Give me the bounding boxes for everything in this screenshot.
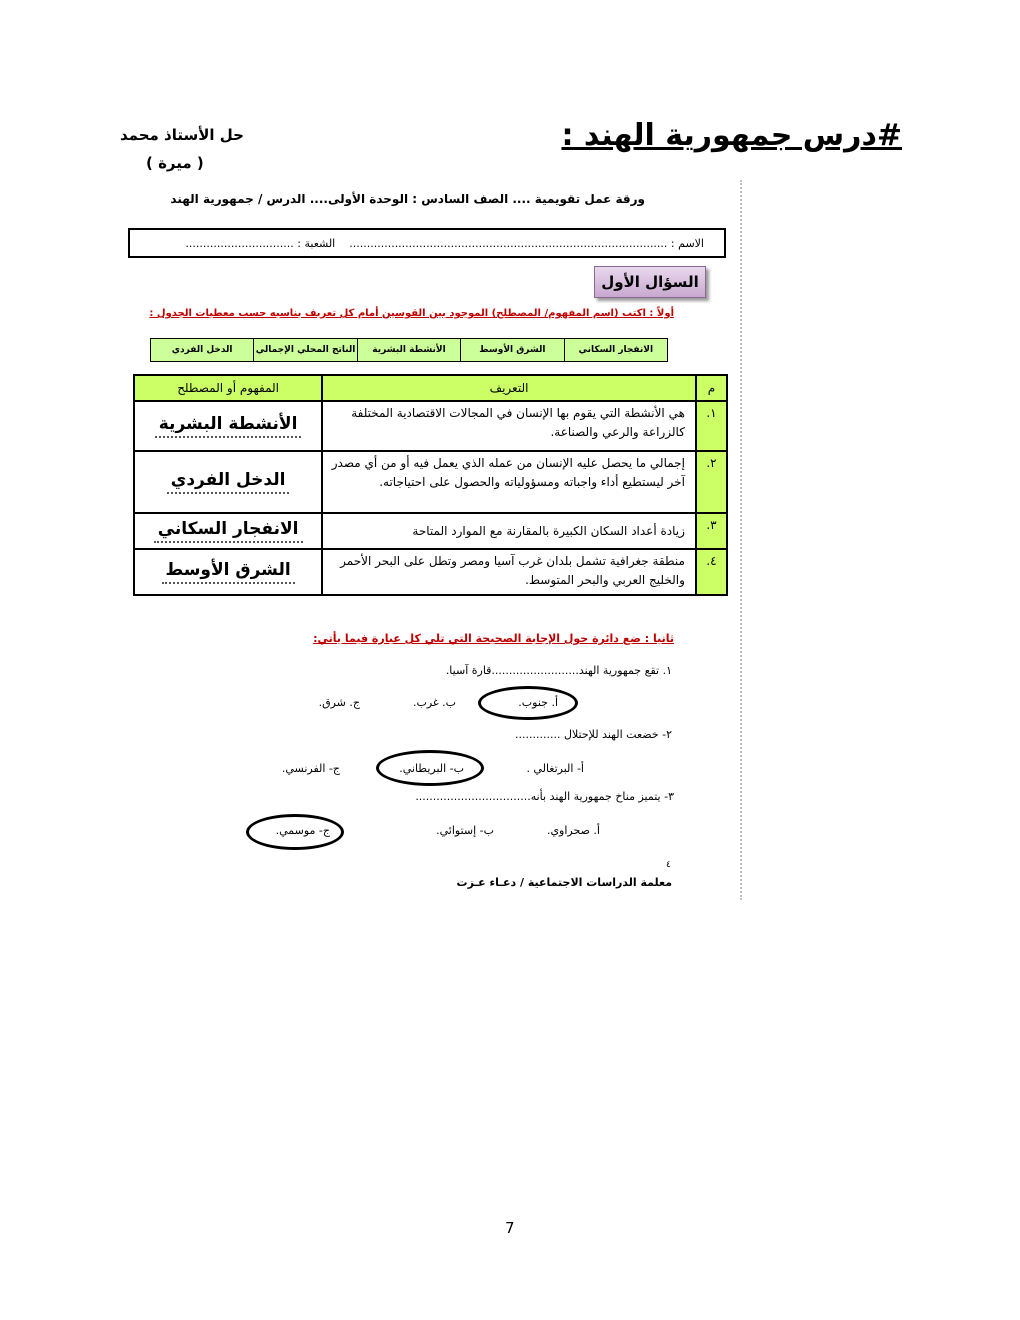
mcq-stem-1: ١. تقع جمهورية الهند.........................قارة آسيا. (445, 664, 672, 677)
table-row (134, 401, 727, 451)
page-title: #درس جمهورية الهند : (561, 118, 902, 153)
table-row (134, 549, 727, 595)
word-bank-item: الانفجار السكاني (564, 339, 667, 361)
teacher-signature: معلمة الدراسات الاجتماعية / دعـاء عـزت (456, 876, 672, 889)
row-term (134, 401, 322, 451)
solver-nickname: ( ميرة ) (146, 154, 204, 172)
row-definition: إجمالي ما يحصل عليه الإنسان من عمله الذي يعمل فيه أو من أي مصدر آخر ليستطيع أداء واجباته ومسؤولياته والحصول على احتياجاته. (322, 451, 696, 513)
term-answer: الشرق الأوسط (162, 560, 295, 584)
row-number: ٣. (696, 513, 727, 549)
mcq-option: ب- إستوائي. (436, 824, 494, 837)
mcq-option: ج. شرق. (318, 696, 360, 709)
item-four: ٤ (666, 860, 671, 870)
row-number: ٢. (696, 451, 727, 513)
word-bank-item: الشرق الأوسط (460, 339, 563, 361)
word-bank-item: الدخل الفردي (151, 339, 253, 361)
solver-name: حل الأستاذ محمد (120, 126, 244, 144)
instruction-1: أولاً : اكتب (اسم المفهوم/ المصطلح) الموجود بين القوسين أمام كل تعريف بناسبه حسب معطيات الجدول : (149, 308, 674, 319)
header-term: المفهوم أو المصطلح (134, 375, 322, 401)
mcq-option: أ. جنوب. (518, 696, 558, 709)
term-answer: الأنشطة البشرية (155, 414, 302, 438)
mcq-stem-3: ٣- يتميز مناخ جمهورية الهند بأنه................................. (415, 790, 674, 803)
dotted-divider (740, 180, 742, 900)
mcq-stem-2: ٢- خضعت الهند للإحتلال ............. (515, 728, 672, 741)
word-bank-item: الناتج المحلي الإجمالي (253, 339, 356, 361)
word-bank-item: الأنشطة البشرية (357, 339, 460, 361)
mcq-option: أ- البرتغالي . (526, 762, 584, 775)
table-row (134, 513, 727, 549)
header-definition: التعريف (322, 375, 696, 401)
worksheet-header: ورقة عمل تقويمية .... الصف السادس : الوحدة الأولى.... الدرس / جمهورية الهند (170, 192, 645, 206)
term-answer: الدخل الفردي (167, 470, 290, 494)
instruction-2: ثانيا : ضع دائرة حول الإجابة الصحيحة التي تلي كل عبارة فيما يأتي: (313, 632, 674, 645)
table-header-row (134, 375, 727, 401)
header-num: م (696, 375, 727, 401)
page-number: 7 (505, 1219, 515, 1237)
term-answer: الانفجار السكاني (154, 519, 303, 543)
name-box (128, 228, 726, 258)
row-definition: هي الأنشطة التي يقوم بها الإنسان في المجالات الاقتصادية المختلفة كالزراعة والرعي والصناعة. (322, 401, 696, 451)
row-term (134, 513, 322, 549)
question1-label: السؤال الأول (594, 266, 706, 298)
row-definition: منطقة جغرافية تشمل بلدان غرب آسيا ومصر وتطل على البحر الأحمر والخليج العربي والبحر المتوسط. (322, 549, 696, 595)
mcq-option: أ. صحراوي. (546, 824, 600, 837)
mcq-option: ج- الفرنسي. (281, 762, 340, 775)
table-row (134, 451, 727, 513)
row-term (134, 451, 322, 513)
row-term (134, 549, 322, 595)
row-number: ٤. (696, 549, 727, 595)
mcq-option: ج- موسمي. (275, 824, 330, 837)
name-field: الاسم : ........................................................................................... (349, 236, 704, 250)
row-definition: زيادة أعداد السكان الكبيرة بالمقارنة مع الموارد المتاحة (322, 513, 696, 549)
mcq-option: ب- البريطاني. (399, 762, 464, 775)
definitions-table (133, 374, 728, 596)
word-bank (150, 338, 668, 362)
section-field: الشعبة : ............................... (185, 236, 336, 250)
row-number: ١. (696, 401, 727, 451)
mcq-option: ب. غرب. (412, 696, 456, 709)
